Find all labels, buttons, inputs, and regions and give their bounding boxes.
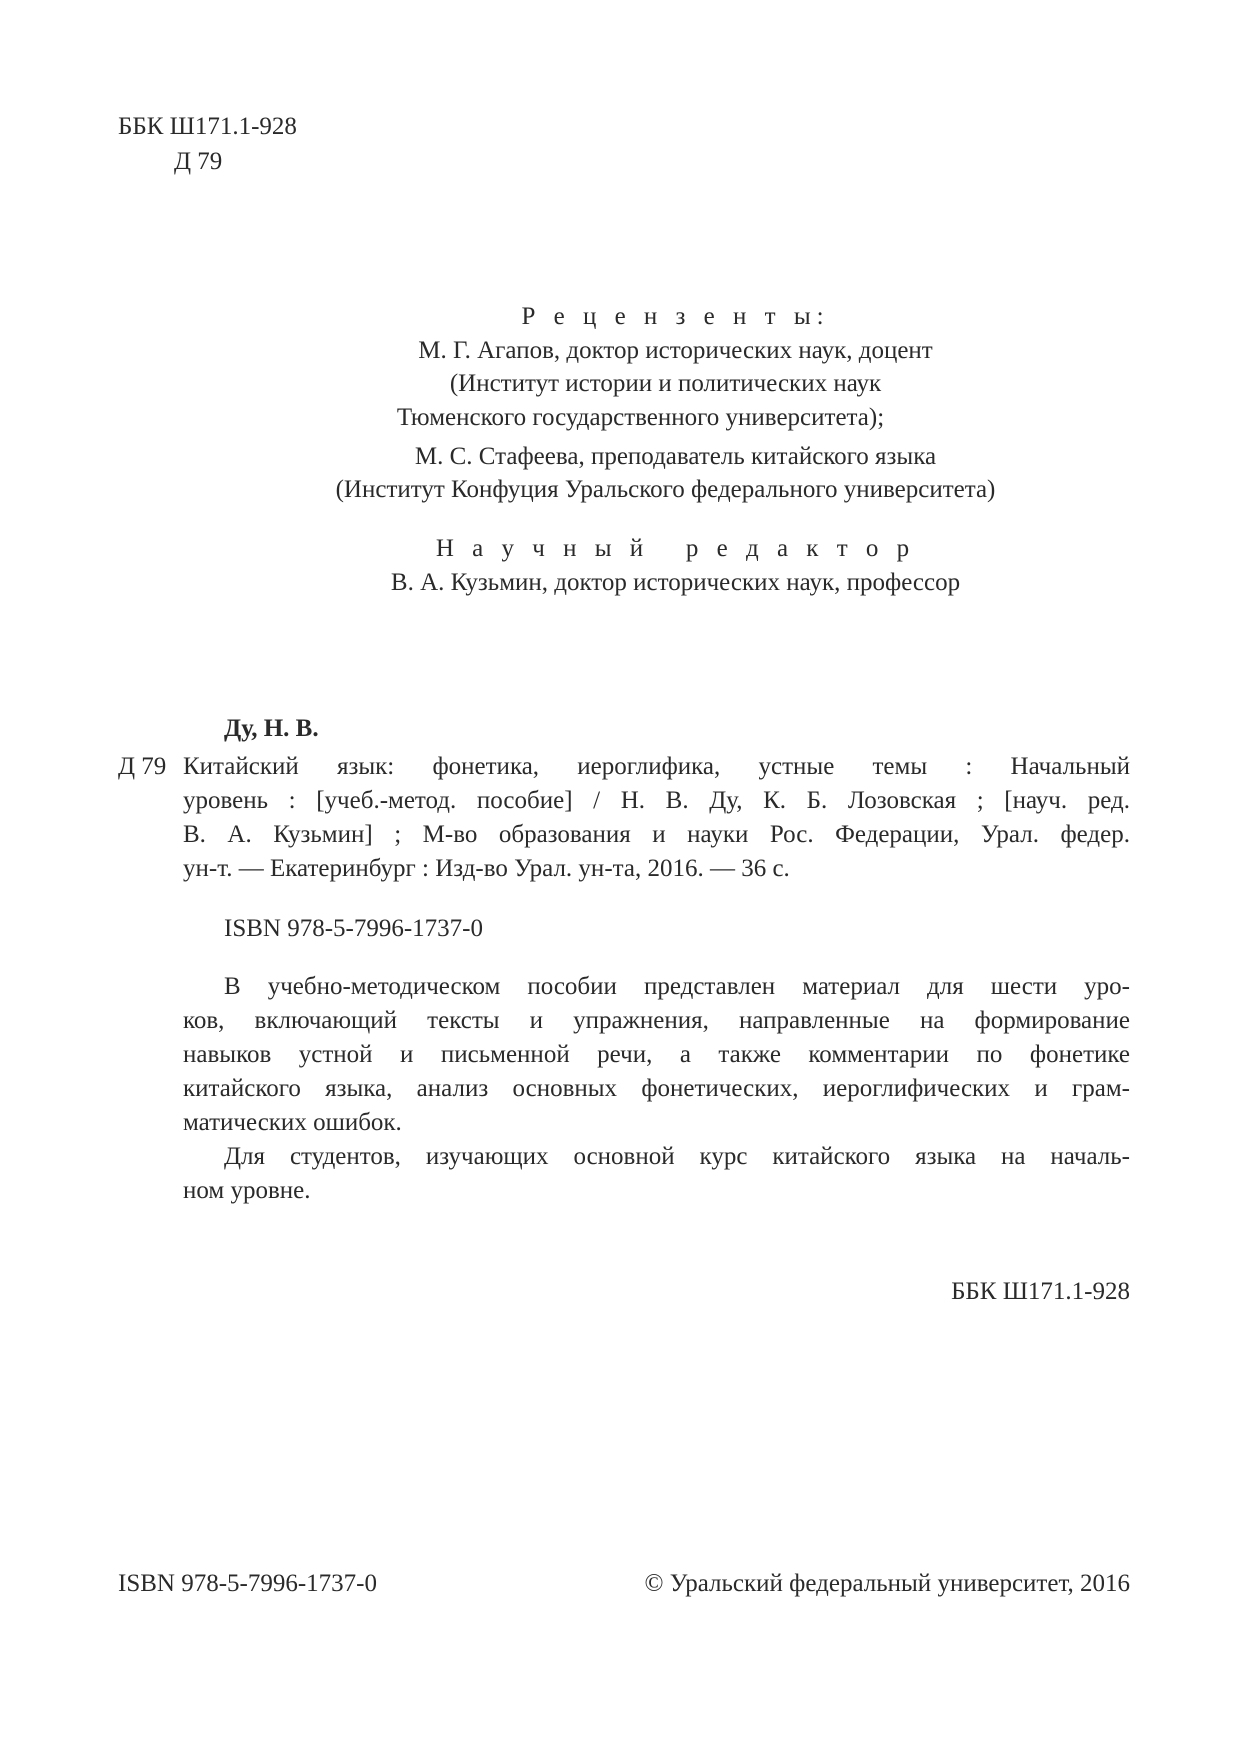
reviewer-line: Тюменского государственного университета); xyxy=(396,404,885,431)
reviewer-line: М. С. Стафеева, преподаватель китайского языка xyxy=(414,443,937,470)
abstract-line: ков, включающий тексты и упражнения, направленные на формирование xyxy=(183,1007,1130,1034)
bbk-code-top: ББК Ш171.1-928 xyxy=(118,113,297,140)
record-line: уровень : [учеб.-метод. пособие] / Н. В. Ду, К. Б. Лозовская ; [науч. ред. xyxy=(183,787,1130,814)
abstract-line: навыков устной и письменной речи, а также комментарии по фонетике xyxy=(183,1041,1130,1068)
copyright-notice: © Уральский федеральный университет, 2016 xyxy=(644,1570,1130,1597)
isbn-footer: ISBN 978-5-7996-1737-0 xyxy=(118,1570,378,1597)
record-author: Ду, Н. В. xyxy=(224,715,319,742)
editor-heading: Н а у ч н ы й р е д а к т о р xyxy=(435,535,916,562)
record-code: Д 79 xyxy=(118,753,167,780)
bbk-code-bottom: ББК Ш171.1-928 xyxy=(951,1278,1130,1305)
abstract-line: матических ошибок. xyxy=(183,1109,402,1136)
abstract-line: В учебно-методическом пособии представлен материал для шести уро- xyxy=(224,973,1130,1000)
reviewer-line: (Институт истории и политических наук xyxy=(449,370,882,397)
reviewer-line: (Институт Конфуция Уральского федерального университета) xyxy=(335,476,996,503)
author-code-top: Д 79 xyxy=(174,148,223,175)
record-line: Китайский язык: фонетика, иероглифика, устные темы : Начальный xyxy=(183,753,1130,780)
record-isbn: ISBN 978-5-7996-1737-0 xyxy=(224,915,484,942)
record-description xyxy=(183,750,1130,886)
abstract-line: ном уровне. xyxy=(183,1177,311,1204)
editor-name: В. А. Кузьмин, доктор исторических наук, профессор xyxy=(390,569,961,596)
abstract xyxy=(183,970,1130,1208)
abstract-line: китайского языка, анализ основных фонетических, иероглифических и грам- xyxy=(183,1075,1130,1102)
reviewers-heading: Р е ц е н з е н т ы: xyxy=(521,303,830,330)
abstract-line: Для студентов, изучающих основной курс китайского языка на началь- xyxy=(224,1143,1130,1170)
reviewer-line: М. Г. Агапов, доктор исторических наук, доцент xyxy=(418,337,933,364)
record-line: ун-т. — Екатеринбург : Изд-во Урал. ун-та, 2016. — 36 с. xyxy=(183,855,790,882)
record-line: В. А. Кузьмин] ; М-во образования и науки Рос. Федерации, Урал. федер. xyxy=(183,821,1130,848)
